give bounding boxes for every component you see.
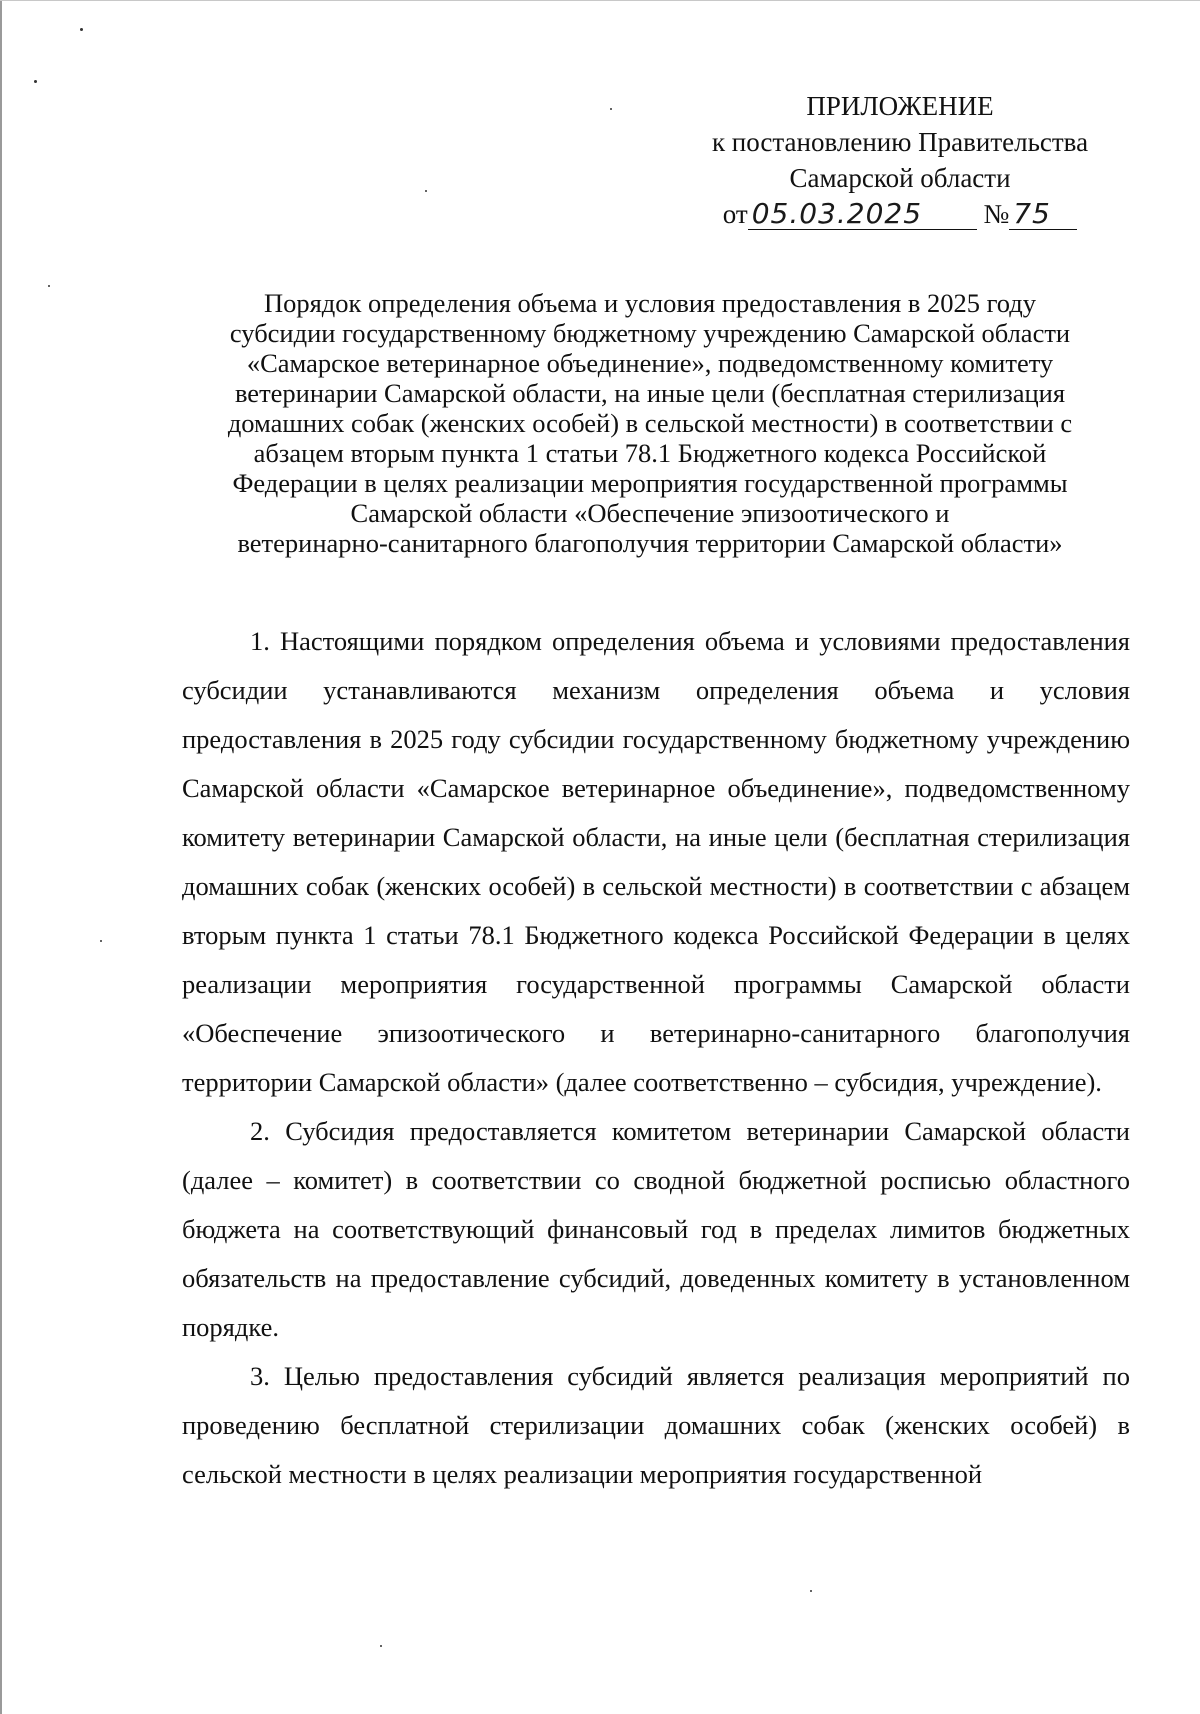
title-line: Самарской области «Обеспечение эпизоотического и (350, 498, 950, 528)
scan-speck (425, 190, 427, 192)
handwritten-number: 75 (1009, 199, 1077, 230)
scan-speck (100, 940, 102, 942)
appendix-line-1: к постановлению Правительства (711, 127, 1089, 157)
title-line: абзацем вторым пункта 1 статьи 78.1 Бюджетного кодекса Российской (253, 438, 1047, 468)
scan-speck (48, 285, 50, 287)
appendix-heading: ПРИЛОЖЕНИЕ (806, 91, 994, 121)
title-line: субсидии государственному бюджетному учреждению Самарской области (229, 318, 1071, 348)
scan-speck (380, 1645, 382, 1647)
scan-speck (34, 80, 37, 83)
scan-speck (610, 108, 612, 110)
title-line: Порядок определения объема и условия предоставления в 2025 году (263, 288, 1037, 318)
scan-edge-top (0, 0, 1200, 1)
paragraph-3: 3. Целью предоставления субсидий является реализация мероприятий по проведению бесплатной стерилизации домашних собак (женских особей) в сельской местности в целях реализации мероприятия государственной (182, 1361, 1130, 1489)
scan-speck (810, 1590, 812, 1592)
number-prefix: № (983, 199, 1010, 229)
appendix-line-2: Самарской области (789, 163, 1011, 193)
handwritten-date: 05.03.2025 (748, 199, 977, 230)
document-body (182, 617, 1130, 1499)
title-line: «Самарское ветеринарное объединение», подведомственному комитету (246, 348, 1054, 378)
title-line: Федерации в целях реализации мероприятия государственной программы (232, 468, 1068, 498)
title-line: ветеринарии Самарской области, на иные цели (бесплатная стерилизация (234, 378, 1066, 408)
appendix-date-line (660, 196, 1140, 232)
document-title (180, 288, 1120, 558)
appendix-block (660, 88, 1140, 232)
date-prefix: от (722, 199, 748, 229)
scan-edge (0, 0, 2, 1714)
scan-speck (80, 28, 83, 31)
title-line: ветеринарно-санитарного благополучия территории Самарской области» (237, 528, 1063, 558)
paragraph-1: 1. Настоящими порядком определения объема и условиями предоставления субсидии устанавливаются механизм определения объема и условия предоставления в 2025 году субсидии государственному бюджетному учреждению Самарской области «Самарское ветеринарное объединение», подведомственному комитету ветеринарии Самарской области, на иные цели (бесплатная стерилизация домашних собак (женских особей) в сельской местности) в соответствии с абзацем вторым пункта 1 статьи 78.1 Бюджетного кодекса Российской Федерации в целях реализации мероприятия государственной программы Самарской области «Обеспечение эпизоотического и ветеринарно-санитарного благополучия территории Самарской области» (далее соответственно – субсидия, учреждение). (182, 626, 1130, 1097)
paragraph-2: 2. Субсидия предоставляется комитетом ветеринарии Самарской области (далее – комитет) в соответствии со сводной бюджетной росписью областного бюджета на соответствующий финансовый год в пределах лимитов бюджетных обязательств на предоставление субсидий, доведенных комитету в установленном порядке. (182, 1116, 1130, 1342)
title-line: домашних собак (женских особей) в сельской местности) в соответствии с (227, 408, 1073, 438)
